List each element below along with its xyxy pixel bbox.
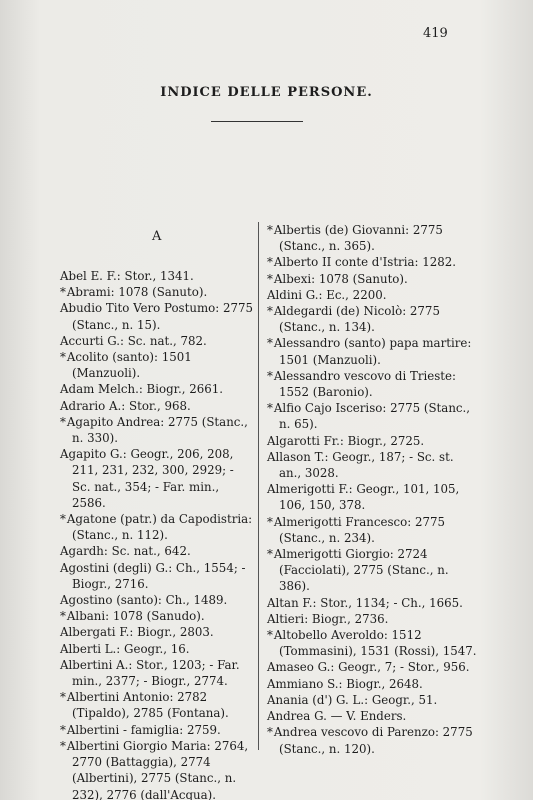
- index-entry: [265, 708, 477, 724]
- index-entry-text: Almerigotti Giorgio: 2724 (Facciolati), 2775 (Stanc., n. 386).: [273, 547, 449, 594]
- index-entry-text: Almerigotti Francesco: 2775 (Stanc., n. 234).: [273, 514, 445, 545]
- index-entry: [58, 624, 254, 640]
- index-entry-text: Agardh: Sc. nat., 642.: [60, 544, 191, 559]
- asterisk-mark: *: [267, 401, 273, 416]
- index-entry-text: Agatone (patr.) da Capodistria: (Stanc., n. 112).: [66, 512, 253, 543]
- index-entry-text: Abrami: 1078 (Sanuto).: [66, 285, 208, 300]
- index-entry-text: Allason T.: Geogr., 187; - Sc. st. an., 3028.: [267, 449, 454, 481]
- index-entry-text: Albertis (de) Giovanni: 2775 (Stanc., n. 365).: [273, 223, 443, 254]
- index-entry: [265, 514, 477, 546]
- index-entry-text: Algarotti Fr.: Biogr., 2725.: [267, 433, 425, 448]
- index-entry: [265, 481, 477, 513]
- asterisk-mark: *: [267, 304, 273, 319]
- index-entry-text: Anania (d') G. L.: Geogr., 51.: [267, 692, 438, 707]
- index-entry-text: Albertini - famiglia: 2759.: [66, 722, 221, 737]
- asterisk-mark: *: [267, 223, 273, 237]
- index-entry: [265, 449, 477, 481]
- index-entry: [265, 692, 477, 708]
- index-entry: [265, 433, 477, 449]
- page-number: 419: [423, 26, 448, 41]
- index-entry: [58, 641, 254, 657]
- index-entry: [265, 368, 477, 400]
- section-letter: A: [152, 229, 162, 244]
- column-divider: [258, 222, 259, 750]
- index-entry: [265, 595, 477, 611]
- asterisk-mark: *: [267, 725, 273, 740]
- index-entry: [58, 349, 254, 381]
- asterisk-mark: *: [60, 350, 66, 365]
- index-entry-text: Alfio Cajo Isceriso: 2775 (Stanc., n. 65).: [273, 401, 471, 432]
- asterisk-mark: *: [60, 690, 66, 705]
- index-entry: [58, 608, 254, 624]
- index-entry: [58, 738, 254, 800]
- index-entry: [265, 546, 477, 595]
- index-entry-text: Amaseo G.: Geogr., 7; - Stor., 956.: [267, 660, 470, 675]
- index-entry-text: Albergati F.: Biogr., 2803.: [60, 625, 214, 640]
- right-column: [265, 222, 477, 757]
- asterisk-mark: *: [60, 414, 66, 429]
- index-entry-text: Acolito (santo): 1501 (Manzuoli).: [66, 350, 192, 381]
- index-entry-text: Aldegardi (de) Nicolò: 2775 (Stanc., n. 134).: [273, 304, 440, 335]
- index-entry-text: Ammiano S.: Biogr., 2648.: [267, 676, 423, 691]
- index-entry-text: Alberti L.: Geogr., 16.: [60, 641, 190, 656]
- index-entry: [265, 611, 477, 627]
- asterisk-mark: *: [60, 738, 66, 753]
- index-entry: [265, 271, 477, 287]
- asterisk-mark: *: [60, 512, 66, 527]
- index-entry-text: Agapito G.: Geogr., 206, 208, 211, 231, 232, 300, 2929; - Sc. nat., 354; - Far. min., 2586.: [60, 447, 234, 510]
- index-entry-text: Adam Melch.: Biogr., 2661.: [60, 382, 224, 397]
- asterisk-mark: *: [267, 514, 273, 529]
- index-entry-text: Accurti G.: Sc. nat., 782.: [60, 333, 207, 348]
- index-entry: [265, 659, 477, 675]
- index-entry: [58, 446, 254, 511]
- asterisk-mark: *: [267, 547, 273, 562]
- index-entry-text: Agostino (santo): Ch., 1489.: [60, 593, 228, 608]
- index-entry-text: Andrea vescovo di Parenzo: 2775 (Stanc., n. 120).: [273, 725, 473, 756]
- index-entry: [265, 400, 477, 432]
- index-entry-text: Abel E. F.: Stor., 1341.: [60, 269, 194, 283]
- index-entry-text: Albertini Antonio: 2782 (Tipaldo), 2785 (Fontana).: [66, 690, 229, 721]
- asterisk-mark: *: [267, 336, 273, 351]
- index-entry: [58, 511, 254, 543]
- index-entry: [265, 254, 477, 270]
- index-entry-text: Alessandro (santo) papa martire: 1501 (Manzuoli).: [273, 336, 472, 367]
- asterisk-mark: *: [267, 368, 273, 383]
- index-entry: [58, 381, 254, 397]
- index-entry-text: Aldini G.: Ec., 2200.: [267, 287, 387, 302]
- index-entry: [58, 333, 254, 349]
- index-entry-text: Altobello Averoldo: 1512 (Tommasini), 1531 (Rossi), 1547.: [273, 628, 477, 659]
- index-entry: [265, 287, 477, 303]
- index-entry-text: Albertini Giorgio Maria: 2764, 2770 (Battaggia), 2774 (Albertini), 2775 (Stanc., n. 232), 2776 (dall'Acqua).: [66, 738, 249, 800]
- index-entry-text: Albani: 1078 (Sanudo).: [66, 609, 205, 624]
- index-entry: [265, 724, 477, 756]
- index-entry: [265, 335, 477, 367]
- title-rule: [211, 121, 303, 122]
- index-entry-text: Agapito Andrea: 2775 (Stanc., n. 330).: [66, 414, 248, 446]
- index-entry: [58, 592, 254, 608]
- index-entry: [58, 722, 254, 738]
- page-title: INDICE DELLE PERSONE.: [160, 85, 373, 100]
- index-entry: [265, 676, 477, 692]
- index-entry: [58, 689, 254, 721]
- left-column: [58, 268, 254, 800]
- index-entry: [265, 303, 477, 335]
- asterisk-mark: *: [267, 628, 273, 643]
- index-entry-text: Albexi: 1078 (Sanuto).: [273, 271, 408, 286]
- asterisk-mark: *: [60, 285, 66, 300]
- index-entry-text: Agostini (degli) G.: Ch., 1554; - Biogr., 2716.: [60, 560, 246, 591]
- index-entry-text: Andrea G. — V. Enders.: [267, 709, 407, 724]
- index-entry-text: Albertini A.: Stor., 1203; - Far. min., 2377; - Biogr., 2774.: [60, 657, 240, 689]
- index-entry: [58, 284, 254, 300]
- index-entry-text: Abudio Tito Vero Postumo: 2775 (Stanc., n. 15).: [60, 301, 253, 332]
- index-entry-text: Altan F.: Stor., 1134; - Ch., 1665.: [267, 595, 463, 610]
- index-entry-text: Almerigotti F.: Geogr., 101, 105, 106, 150, 378.: [267, 482, 460, 513]
- index-entry: [58, 268, 254, 284]
- asterisk-mark: *: [60, 722, 66, 737]
- index-entry: [58, 560, 254, 592]
- index-entry-text: Alessandro vescovo di Trieste: 1552 (Baronio).: [273, 368, 456, 400]
- asterisk-mark: *: [267, 271, 273, 286]
- index-entry: [58, 657, 254, 689]
- index-entry: [58, 300, 254, 332]
- index-entry: [265, 627, 477, 659]
- index-entry-text: Altieri: Biogr., 2736.: [267, 611, 389, 626]
- index-entry: [58, 543, 254, 559]
- asterisk-mark: *: [60, 609, 66, 624]
- index-entry-text: Alberto II conte d'Istria: 1282.: [273, 255, 457, 270]
- index-entry-text: Adrario A.: Stor., 968.: [60, 398, 191, 413]
- asterisk-mark: *: [267, 255, 273, 270]
- index-entry: [58, 398, 254, 414]
- index-entry: [58, 414, 254, 446]
- index-entry: [265, 222, 477, 254]
